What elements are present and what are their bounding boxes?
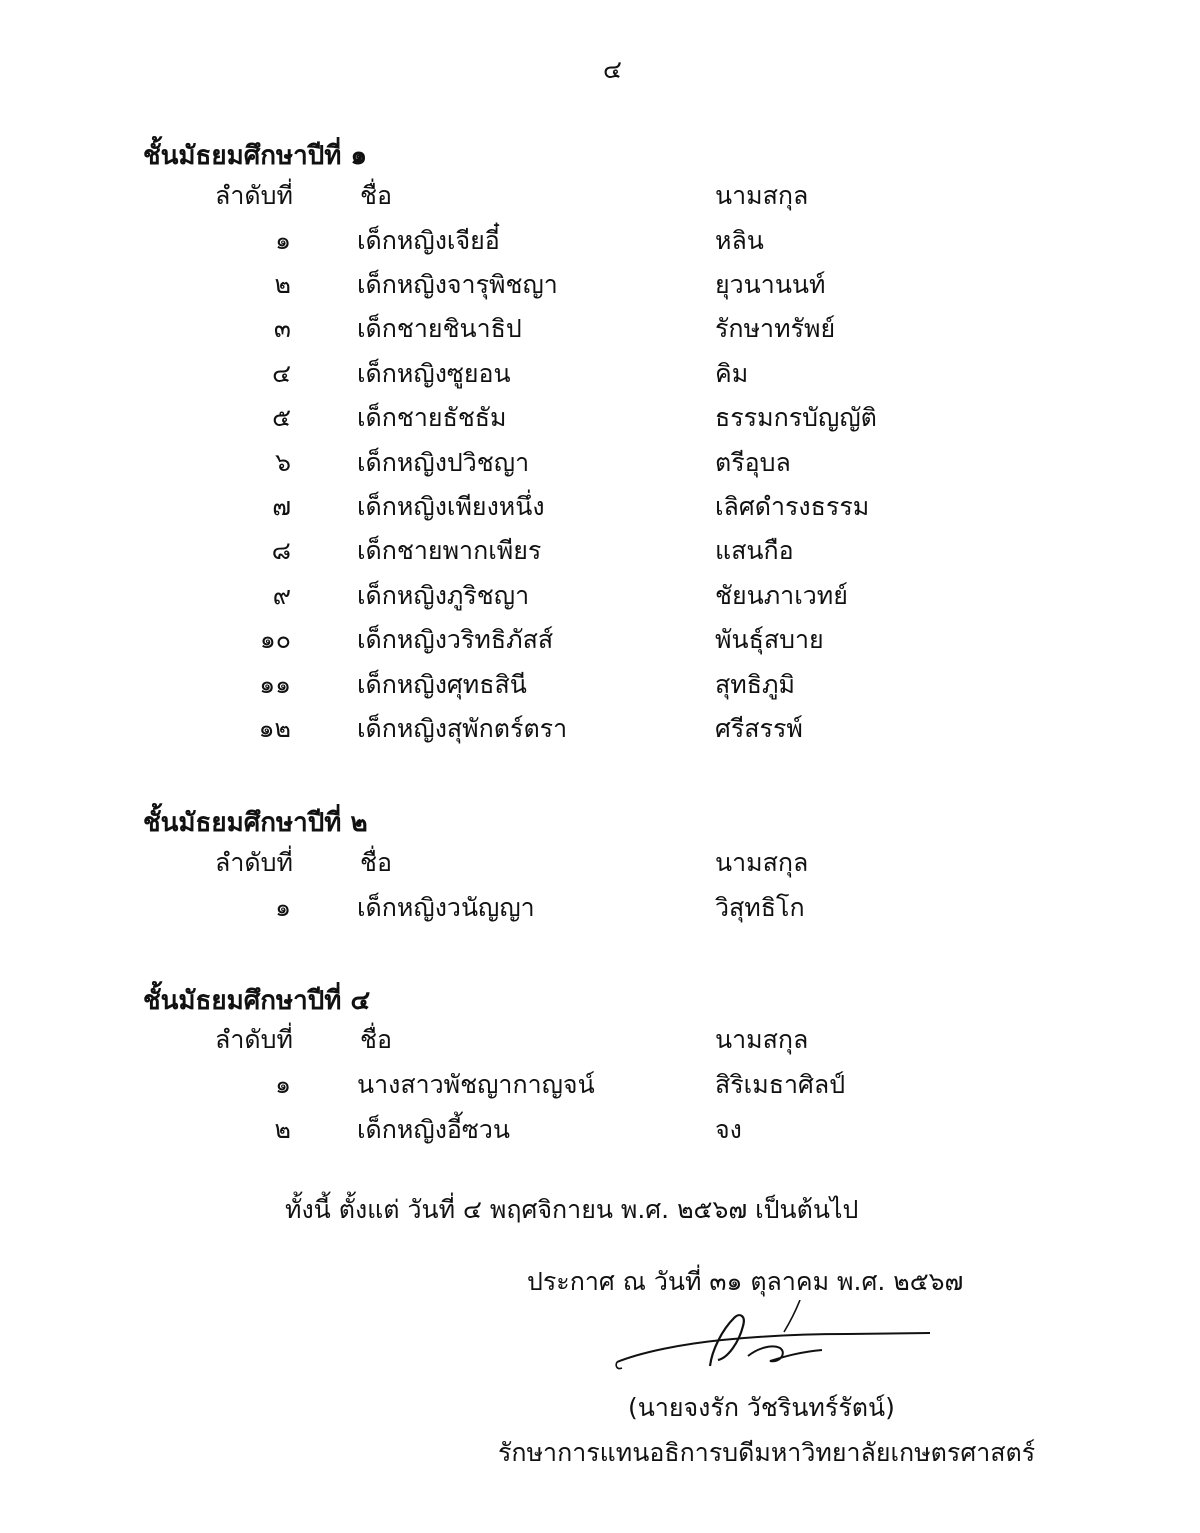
row-name: เด็กหญิงสุพักตร์ตรา (357, 714, 568, 743)
row-surname: รักษาทรัพย์ (715, 314, 836, 343)
page-number: ๔ (603, 55, 622, 84)
section-heading-m1: ชั้นมัธยมศึกษาปีที่ ๑ (143, 141, 367, 171)
row-surname: ธรรมกรบัญญัติ (715, 403, 877, 432)
row-order: ๑๑ (259, 670, 291, 699)
row-order: ๑ (275, 226, 291, 255)
row-surname: ยุวนานนท์ (715, 270, 826, 299)
row-surname: จง (715, 1115, 742, 1144)
header-name: ชื่อ (360, 848, 392, 877)
row-name: เด็กหญิงซูยอน (357, 359, 511, 388)
header-name: ชื่อ (360, 1025, 392, 1054)
row-order: ๒ (274, 1115, 291, 1144)
row-name: นางสาวพัชญากาญจน์ (357, 1070, 595, 1099)
effective-date-text: ทั้งนี้ ตั้งแต่ วันที่ ๔ พฤศจิกายน พ.ศ. ๒๕๖๗ เป็นต้นไป (285, 1195, 859, 1224)
row-surname: สุทธิภูมิ (715, 670, 795, 699)
row-surname: เลิศดำรงธรรม (715, 492, 870, 521)
row-surname: ตรีอุบล (715, 448, 791, 477)
row-name: เด็กหญิงศุทธสินี (357, 670, 527, 699)
row-surname: สิริเมธาศิลป์ (715, 1070, 846, 1099)
row-surname: พันธุ์สบาย (715, 625, 824, 654)
row-order: ๗ (272, 492, 291, 521)
row-name: เด็กหญิงวริทธิภัสส์ (357, 625, 554, 654)
row-name: เด็กหญิงจารุพิชญา (357, 270, 558, 299)
row-name: เด็กชายพากเพียร (357, 536, 542, 565)
row-order: ๖ (275, 448, 291, 477)
row-name: เด็กหญิงวนัญญา (357, 893, 535, 922)
row-order: ๑ (275, 893, 291, 922)
section-heading-m2: ชั้นมัธยมศึกษาปีที่ ๒ (143, 808, 368, 838)
signer-name: (นายจงรัก วัชรินทร์รัตน์) (628, 1393, 895, 1422)
row-order: ๕ (272, 403, 291, 432)
header-name: ชื่อ (360, 181, 392, 210)
signature-image (612, 1300, 942, 1380)
row-order: ๑๒ (258, 714, 291, 743)
header-order: ลำดับที่ (215, 1025, 293, 1054)
row-order: ๒ (274, 270, 291, 299)
header-surname: นามสกุล (715, 848, 809, 877)
row-surname: ศรีสรรพ์ (715, 714, 803, 743)
header-order: ลำดับที่ (215, 848, 293, 877)
row-name: เด็กหญิงภูริชญา (357, 581, 530, 610)
signer-title: รักษาการแทนอธิการบดีมหาวิทยาลัยเกษตรศาสตร์ (498, 1438, 1036, 1467)
row-name: เด็กชายธัชธัม (357, 403, 507, 432)
row-surname: คิม (715, 359, 749, 388)
row-order: ๓ (273, 314, 291, 343)
row-name: เด็กหญิงเพียงหนึ่ง (357, 492, 545, 521)
row-surname: หลิน (715, 226, 764, 255)
row-name: เด็กชายชินาธิป (357, 314, 522, 343)
header-surname: นามสกุล (715, 181, 809, 210)
row-order: ๔ (272, 359, 291, 388)
header-order: ลำดับที่ (215, 181, 293, 210)
row-surname: แสนกือ (715, 536, 794, 565)
section-heading-m4: ชั้นมัธยมศึกษาปีที่ ๔ (143, 986, 371, 1016)
row-name: เด็กหญิงเจียอี๋ (357, 226, 500, 255)
row-order: ๘ (271, 536, 291, 565)
row-order: ๑ (275, 1070, 291, 1099)
announcement-date-text: ประกาศ ณ วันที่ ๓๑ ตุลาคม พ.ศ. ๒๕๖๗ (527, 1267, 964, 1296)
header-surname: นามสกุล (715, 1025, 809, 1054)
row-order: ๙ (272, 581, 291, 610)
row-name: เด็กหญิงอี้ซวน (357, 1115, 511, 1144)
row-order: ๑๐ (259, 625, 291, 654)
row-surname: วิสุทธิโก (715, 893, 805, 922)
row-surname: ชัยนภาเวทย์ (715, 581, 848, 610)
row-name: เด็กหญิงปวิชญา (357, 448, 530, 477)
